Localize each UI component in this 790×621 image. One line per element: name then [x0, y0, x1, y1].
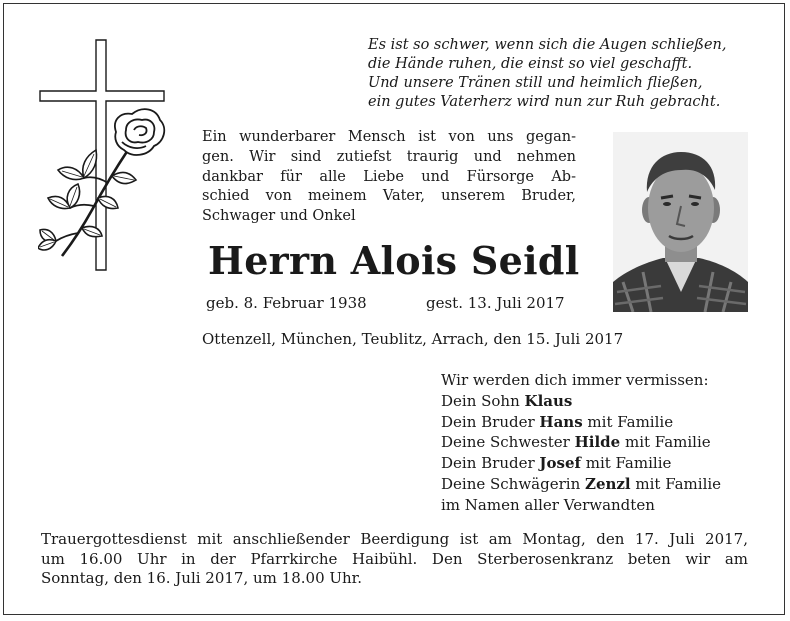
death-date: gest. 13. Juli 2017: [426, 294, 565, 312]
intro-text: [202, 128, 576, 227]
portrait-photo: [613, 132, 748, 312]
birth-date: geb. 8. Februar 1938: [206, 294, 367, 312]
poem-line: die Hände ruhen, die einst so viel geschafft.: [368, 56, 693, 72]
deceased-name: Herrn Alois Seidl: [208, 238, 580, 283]
mourner-suffix: mit Familie: [630, 474, 722, 493]
mourner-name: Zenzl: [585, 474, 631, 493]
service-line: Trauergottesdienst mit anschließender Beerdigung ist am Montag, den 17. Juli 2017,: [41, 530, 748, 548]
poem: [368, 36, 758, 112]
mourner-name: Hans: [539, 412, 583, 431]
mourner-relation: Deine Schwägerin: [441, 474, 586, 493]
cross-with-rose-icon: [38, 38, 170, 273]
intro-line: schied von meinem Vater, unserem Bruder,: [202, 188, 576, 205]
mourners-list: [441, 370, 761, 516]
mourner-suffix: mit Familie: [620, 433, 711, 452]
mourner-relation: Dein Bruder: [441, 412, 540, 431]
intro-line: Ein wunderbarer Mensch ist von uns gegan-: [202, 129, 576, 145]
poem-line: Und unsere Tränen still und heimlich fließen,: [368, 75, 703, 91]
service-line: um 16.00 Uhr in der Pfarrkirche Haibühl. Den Sterberosenkranz beten wir am: [41, 549, 748, 568]
mourner-relation: Dein Bruder: [441, 454, 540, 473]
mourner-suffix: mit Familie: [582, 412, 674, 431]
portrait-image: [613, 132, 748, 312]
intro-line: Schwager und Onkel: [202, 208, 356, 225]
poem-line: ein gutes Vaterherz wird nun zur Ruh gebracht.: [368, 94, 721, 110]
mourner-line: [441, 453, 761, 474]
service-info: [41, 530, 748, 589]
poem-line: Es ist so schwer, wenn sich die Augen schließen,: [368, 37, 727, 53]
mourner-name: Hilde: [574, 433, 621, 452]
mourners-heading: Wir werden dich immer vermissen:: [441, 371, 709, 389]
mourner-name: Josef: [539, 454, 581, 473]
mourner-name: Klaus: [524, 391, 573, 410]
mourners-closing: im Namen aller Verwandten: [441, 495, 655, 514]
mourner-line: [441, 391, 761, 412]
service-line: Sonntag, den 16. Juli 2017, um 18.00 Uhr.: [41, 569, 362, 587]
intro-line: gen. Wir sind zutiefst traurig und nehmen: [202, 148, 576, 165]
mourner-line: [441, 412, 761, 433]
places-and-date: Ottenzell, München, Teublitz, Arrach, den 15. Juli 2017: [202, 330, 624, 348]
mourner-line: [441, 432, 761, 453]
mourner-suffix: mit Familie: [580, 454, 672, 473]
mourner-relation: Dein Sohn: [441, 391, 525, 410]
intro-line: dankbar für alle Liebe und Fürsorge Ab-: [202, 168, 576, 185]
mourner-relation: Deine Schwester: [441, 433, 575, 452]
mourner-line: [441, 474, 761, 495]
